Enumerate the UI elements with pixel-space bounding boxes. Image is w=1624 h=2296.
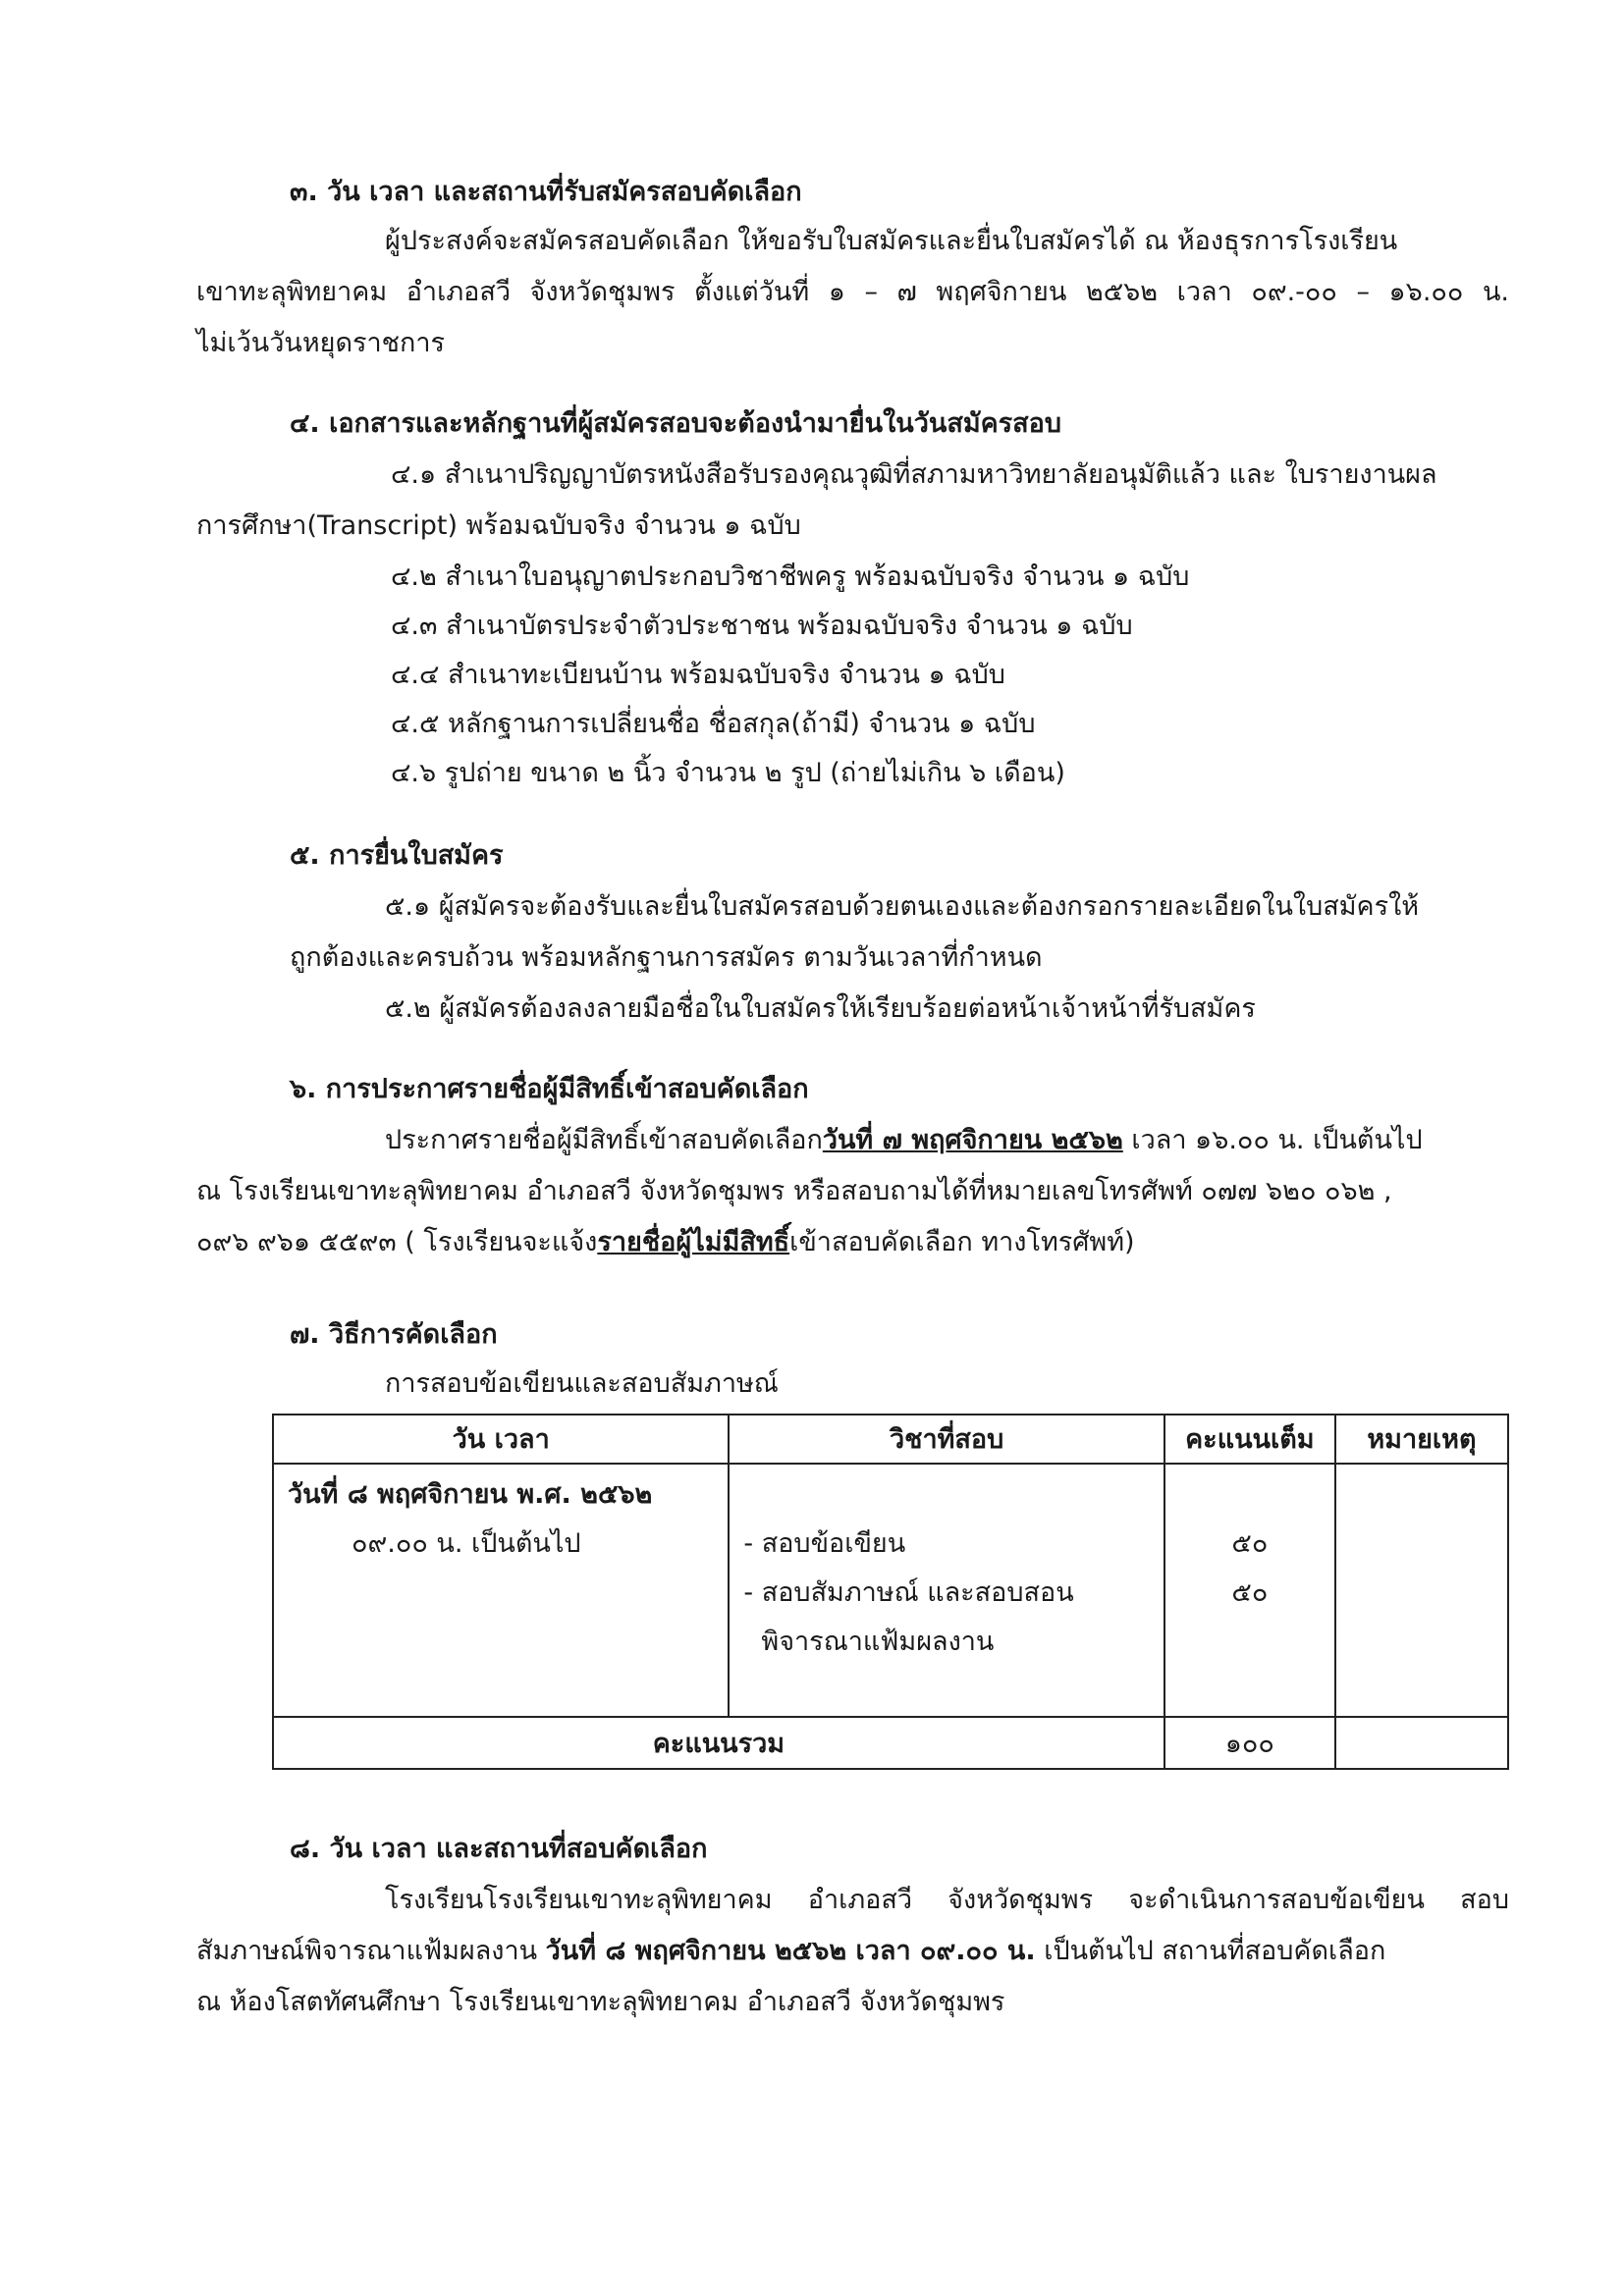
header-full-score: คะแนนเต็ม [1164, 1415, 1335, 1464]
section-4-item-2: ๔.๒ สำเนาใบอนุญาตประกอบวิชาชีพครู พร้อมฉบับจริง จำนวน ๑ ฉบับ [391, 561, 1190, 592]
section-4-item-1-line-2: การศึกษา(Transcript) พร้อมฉบับจริง จำนวน ๑ ฉบับ [196, 510, 801, 541]
exam-score-cell [1164, 1464, 1335, 1717]
section-4-item-3: ๔.๓ สำเนาบัตรประจำตัวประชาชน พร้อมฉบับจริง จำนวน ๑ ฉบับ [391, 611, 1133, 641]
table-total-row [273, 1717, 1508, 1769]
section-8-para-line-2 [196, 1932, 1385, 1971]
section-4-item-1-line-1: ๔.๑ สำเนาปริญญาบัตรหนังสือรับรองคุณวุฒิที่สภามหาวิทยาลัยอนุมัติแล้ว และ ใบรายงานผล [391, 459, 1437, 490]
exam-venue-text: สัมภาษณ์พิจารณาแฟ้มผลงาน [196, 1936, 546, 1966]
subject-interview: - สอบสัมภาษณ์ และสอบสอน [743, 1577, 1074, 1608]
section-5-item-1-line-2: ถูกต้องและครบถ้วน พร้อมหลักฐานการสมัคร ตามวันเวลาที่กำหนด [290, 942, 1043, 973]
total-label: คะแนนรวม [273, 1717, 1164, 1769]
exam-schedule-table [272, 1414, 1509, 1770]
exam-venue-label: เป็นต้นไป สถานที่สอบคัดเลือก [1035, 1936, 1386, 1966]
subject-written: - สอบข้อเขียน [743, 1528, 906, 1559]
section-3-para-line-1: ผู้ประสงค์จะสมัครสอบคัดเลือก ให้ขอรับใบสมัครและยื่นใบสมัครได้ ณ ห้องธุรการโรงเรียน [385, 226, 1398, 256]
announcement-text: ประกาศรายชื่อผู้มีสิทธิ์เข้าสอบคัดเลือก [385, 1125, 823, 1155]
section-4-item-4: ๔.๔ สำเนาทะเบียนบ้าน พร้อมฉบับจริง จำนวน ๑ ฉบับ [391, 660, 1005, 690]
phone-text: ๐๙๖ ๙๖๑ ๕๕๙๓ ( โรงเรียนจะแจ้ง [196, 1227, 598, 1257]
exam-date: วันที่ ๘ พฤศจิกายน พ.ศ. ๒๕๖๒ [288, 1479, 653, 1510]
section-8-para-line-1: โรงเรียนโรงเรียนเขาทะลุพิทยาคม อำเภอสวี จังหวัดชุมพร จะดำเนินการสอบข้อเขียน สอบ [385, 1885, 1509, 1915]
no-eligibility-list-text: รายชื่อผู้ไม่มีสิทธิ์ [597, 1227, 790, 1257]
section-8-para-line-3: ณ ห้องโสตทัศนศึกษา โรงเรียนเขาทะลุพิทยาคม อำเภอสวี จังหวัดชุมพร [196, 1987, 1005, 2017]
section-3-heading: ๓. วัน เวลา และสถานที่รับสมัครสอบคัดเลือก [290, 177, 802, 207]
announcement-date: วันที่ ๗ พฤศจิกายน ๒๕๖๒ [822, 1125, 1123, 1155]
total-value: ๑๐๐ [1164, 1717, 1335, 1769]
section-5-item-2: ๕.๒ ผู้สมัครต้องลงลายมือชื่อในใบสมัครให้เรียบร้อยต่อหน้าเจ้าหน้าที่รับสมัคร [385, 993, 1256, 1024]
score-written: ๕๐ [1231, 1528, 1269, 1559]
section-7-subtitle: การสอบข้อเขียนและสอบสัมภาษณ์ [385, 1368, 779, 1399]
exam-date-cell [273, 1464, 729, 1717]
section-4-item-5: ๔.๕ หลักฐานการเปลี่ยนชื่อ ชื่อสกุล(ถ้ามี) จำนวน ๑ ฉบับ [391, 709, 1036, 739]
exam-time: ๐๙.๐๐ น. เป็นต้นไป [352, 1528, 581, 1559]
section-7-heading: ๗. วิธีการคัดเลือก [290, 1319, 498, 1350]
table-row [273, 1464, 1508, 1717]
section-6-para-line-2: ณ โรงเรียนเขาทะลุพิทยาคม อำเภอสวี จังหวัดชุมพร หรือสอบถามได้ที่หมายเลขโทรศัพท์ ๐๗๗ ๖๒๐ ๐๖๒ , [196, 1176, 1392, 1206]
header-remarks: หมายเหตุ [1335, 1415, 1508, 1464]
exam-date-time: วันที่ ๘ พฤศจิกายน ๒๕๖๒ เวลา ๐๙.๐๐ น. [545, 1936, 1036, 1966]
section-4-item-6: ๔.๖ รูปถ่าย ขนาด ๒ นิ้ว จำนวน ๒ รูป (ถ่ายไม่เกิน ๖ เดือน) [391, 758, 1065, 788]
section-3-para-line-3: ไม่เว้นวันหยุดราชการ [196, 328, 445, 358]
table-header-row [273, 1415, 1508, 1464]
exam-remarks-cell [1335, 1464, 1508, 1717]
section-8-heading: ๘. วัน เวลา และสถานที่สอบคัดเลือก [290, 1834, 708, 1864]
section-6-heading: ๖. การประกาศรายชื่อผู้มีสิทธิ์เข้าสอบคัดเลือก [290, 1074, 809, 1104]
section-5-heading: ๕. การยื่นใบสมัคร [290, 840, 504, 871]
total-remarks-cell [1335, 1717, 1508, 1769]
announcement-time: เวลา ๑๖.๐๐ น. เป็นต้นไป [1122, 1125, 1423, 1155]
subject-portfolio: พิจารณาแฟ้มผลงาน [761, 1627, 995, 1657]
section-6-para-line-3 [196, 1223, 1135, 1262]
header-subject: วิชาที่สอบ [729, 1415, 1164, 1464]
section-5-item-1-line-1: ๕.๑ ผู้สมัครจะต้องรับและยื่นใบสมัครสอบด้วยตนเองและต้องกรอกรายละเอียดในใบสมัครให้ [385, 891, 1420, 922]
section-4-heading: ๔. เอกสารและหลักฐานที่ผู้สมัครสอบจะต้องนำมายื่นในวันสมัครสอบ [290, 408, 1062, 439]
section-3-para-line-2: เขาทะลุพิทยาคม อำเภอสวี จังหวัดชุมพร ตั้งแต่วันที่ ๑ – ๗ พฤศจิกายน ๒๕๖๒ เวลา ๐๙.-๐๐ – ๑๖.๐๐ น. [196, 277, 1509, 307]
score-interview: ๕๐ [1231, 1577, 1269, 1608]
exam-subject-cell [729, 1464, 1164, 1717]
section-6-para-line-1 [385, 1121, 1423, 1160]
phone-notice-text: เข้าสอบคัดเลือก ทางโทรศัพท์) [789, 1227, 1135, 1257]
header-date-time: วัน เวลา [273, 1415, 729, 1464]
